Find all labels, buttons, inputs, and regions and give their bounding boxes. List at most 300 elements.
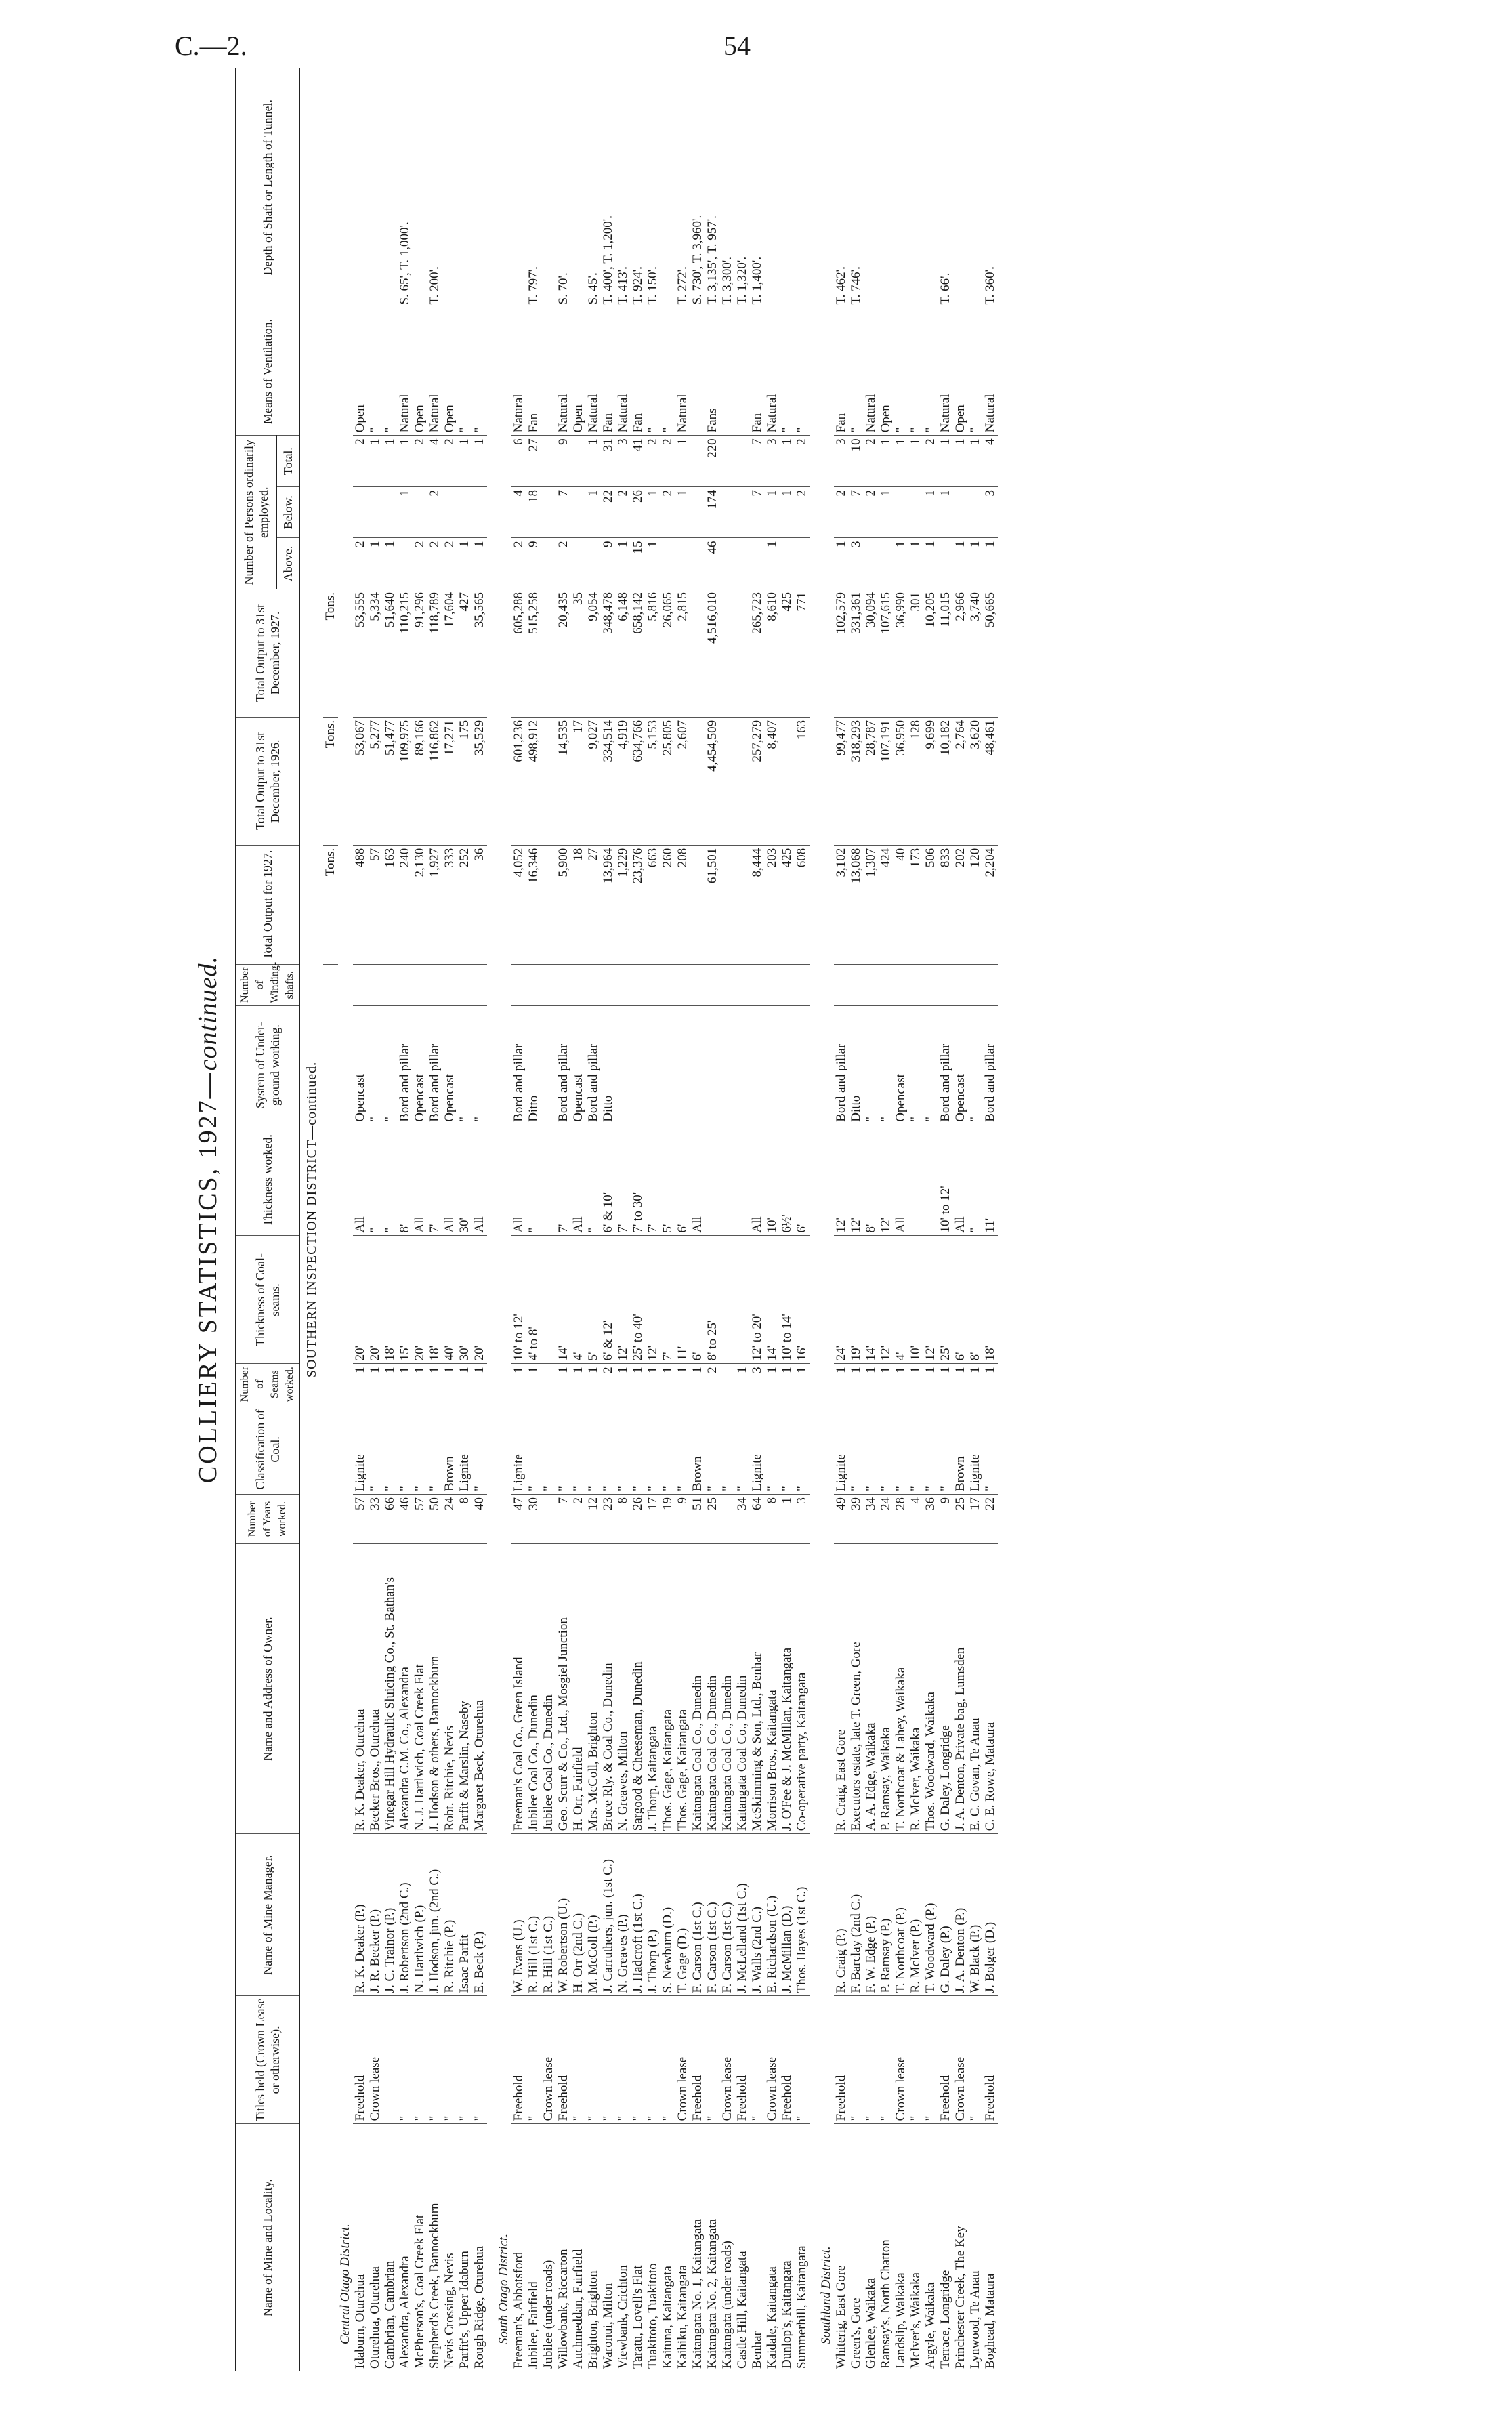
table-cell: T. Gage (D.) [675, 1834, 690, 1996]
table-cell [541, 308, 556, 436]
table-cell: 27 [526, 436, 541, 487]
table-cell: J. R. Becker (P.) [368, 1834, 383, 1996]
table-cell: " [765, 1405, 780, 1494]
table-cell [631, 965, 646, 1005]
unit-tons: Tons. [323, 845, 338, 964]
table-cell: 1 [765, 1364, 780, 1405]
table-cell: " [908, 1996, 923, 2124]
table-cell: 40 [894, 845, 908, 964]
table-cell: Willowbank, Riccarton [556, 2249, 570, 2369]
table-cell: " [571, 1405, 586, 1494]
table-cell [690, 308, 705, 436]
table-cell: " [864, 1996, 879, 2124]
district-row [497, 68, 511, 2371]
table-cell: " [780, 308, 795, 436]
table-cell: 9 [938, 1495, 953, 1544]
table-cell [541, 717, 556, 845]
table-cell [511, 68, 526, 308]
table-cell: 1,229 [616, 845, 631, 964]
table-cell: 23,376 [631, 845, 646, 964]
table-row [879, 68, 894, 2371]
table-cell: Becker Bros., Oturehua [368, 1544, 383, 1834]
table-cell: R. Hill (1st C.) [526, 1834, 541, 1996]
table-cell: Landslip, Waikaka [894, 2272, 908, 2369]
table-cell: S. 45'. [586, 68, 601, 308]
table-cell [353, 965, 368, 1005]
table-cell: 6' & 10' [601, 1125, 616, 1236]
table-cell: 28 [894, 1495, 908, 1544]
col-system: System of Under-ground working. [236, 1005, 299, 1125]
table-cell: Freehold [983, 1996, 998, 2124]
table-cell: Jubilee, Fairfield [526, 2281, 541, 2369]
table-cell: Opencast [442, 1005, 457, 1125]
table-cell [780, 717, 795, 845]
table-cell: Lignite [750, 1405, 765, 1494]
table-cell: " [968, 308, 983, 436]
table-cell: " [968, 1996, 983, 2124]
table-cell [646, 1005, 660, 1125]
table-cell [720, 308, 735, 436]
table-cell [720, 1236, 735, 1364]
table-cell: " [795, 1405, 810, 1494]
table-cell: 1 [780, 486, 795, 538]
table-cell [571, 965, 586, 1005]
table-cell [780, 1005, 795, 1125]
table-cell: " [368, 308, 383, 436]
page-number: 54 [723, 30, 751, 61]
table-cell: M. McColl (P.) [586, 1834, 601, 1996]
table-cell [541, 1236, 556, 1364]
table-cell: Lignite [834, 1405, 849, 1494]
table-cell: 2 [353, 538, 368, 589]
table-cell: A. A. Edge, Waikaka [864, 1544, 879, 1834]
col-classification: Classification of Coal. [236, 1405, 299, 1494]
table-cell [735, 589, 750, 718]
table-cell: Margaret Beck, Oturehua [472, 1544, 487, 1834]
table-cell: Fan [526, 308, 541, 436]
table-cell: 6 [511, 436, 526, 487]
table-cell: 7' to 30' [631, 1125, 646, 1236]
table-cell: 202 [953, 845, 968, 964]
table-cell: 99,477 [834, 717, 849, 845]
table-cell [765, 965, 780, 1005]
table-cell: All [571, 1125, 586, 1236]
table-cell: " [849, 1405, 864, 1494]
table-cell: 1 [894, 538, 908, 589]
table-cell: Ditto [849, 1005, 864, 1125]
table-cell: 1 [383, 436, 398, 487]
table-cell: " [616, 1405, 631, 1494]
table-cell: 15' [398, 1236, 413, 1364]
table-cell: Taratu, Lovell's Flat [631, 2265, 645, 2369]
table-row [938, 68, 953, 2371]
table-cell: Kaitangata No. 2, Kaitangata [705, 2218, 719, 2369]
table-cell: 18' [383, 1236, 398, 1364]
table-cell: 2 [427, 486, 442, 538]
table-cell: " [526, 1996, 541, 2124]
table-cell: 498,912 [526, 717, 541, 845]
table-cell [690, 717, 705, 845]
table-cell: 1 [616, 538, 631, 589]
table-cell: All [511, 1125, 526, 1236]
table-row [720, 68, 735, 2371]
table-cell: 5,816 [646, 589, 660, 718]
table-cell: 2 [601, 1364, 616, 1405]
table-cell: 12' [834, 1125, 849, 1236]
table-cell: 17 [646, 1495, 660, 1544]
table-cell: Lignite [353, 1405, 368, 1494]
table-cell: " [526, 1405, 541, 1494]
table-cell: All [750, 1125, 765, 1236]
table-cell: Kaitangata Coal Co., Dunedin [690, 1544, 705, 1834]
table-cell: T. 400', T. 1,200'. [601, 68, 616, 308]
table-cell: 8' [398, 1125, 413, 1236]
table-cell: 3 [834, 436, 849, 487]
table-cell: R. McIver, Waikaka [908, 1544, 923, 1834]
table-cell: T. 150'. [646, 68, 660, 308]
table-cell: 1 [953, 436, 968, 487]
table-cell: All [690, 1125, 705, 1236]
table-cell: 12' [879, 1125, 894, 1236]
table-cell: 10,205 [923, 589, 938, 718]
table-cell: E. Beck (P.) [472, 1834, 487, 1996]
table-cell: Opencast [413, 1005, 427, 1125]
table-cell: W. Robertson (U.) [556, 1834, 571, 1996]
table-cell: W. Black (P.) [968, 1834, 983, 1996]
table-cell: 348,478 [601, 589, 616, 718]
table-cell [690, 538, 705, 589]
table-cell: 5,900 [556, 845, 571, 964]
table-cell: 34 [864, 1495, 879, 1544]
table-cell: 2 [413, 538, 427, 589]
table-cell: Thos. Gage, Kaitangata [675, 1544, 690, 1834]
table-cell [398, 538, 413, 589]
table-cell: 3 [795, 1495, 810, 1544]
table-cell [735, 1125, 750, 1236]
spacer-row [998, 68, 1007, 2371]
table-cell: Kaidale, Kaitangata [765, 2266, 779, 2369]
table-cell: Bord and pillar [556, 1005, 571, 1125]
table-cell [735, 965, 750, 1005]
table-cell: " [398, 1405, 413, 1494]
table-cell: Sargood & Cheeseman, Dunedin [631, 1544, 646, 1834]
table-cell [660, 1005, 675, 1125]
table-cell: 4 [427, 436, 442, 487]
table-cell [795, 965, 810, 1005]
table-cell: Freehold [834, 1996, 849, 2124]
table-cell: " [720, 1405, 735, 1494]
table-cell [472, 965, 487, 1005]
table-cell: 2 [660, 436, 675, 487]
table-cell: 20' [413, 1236, 427, 1364]
table-cell: T. 66'. [938, 68, 953, 308]
table-cell: Isaac Parfit [457, 1834, 472, 1996]
table-cell: All [353, 1125, 368, 1236]
table-cell [780, 538, 795, 589]
table-cell: 3 [765, 436, 780, 487]
table-cell: 2 [353, 436, 368, 487]
table-cell: 7' [556, 1125, 571, 1236]
table-cell [511, 965, 526, 1005]
unit-tons: Tons. [323, 589, 338, 718]
table-cell: 33 [368, 1495, 383, 1544]
table-cell: 6' [953, 1236, 968, 1364]
table-cell: All [953, 1125, 968, 1236]
table-cell: H. Orr, Fairfield [571, 1544, 586, 1834]
table-cell: 1 [923, 486, 938, 538]
table-cell: T. Woodward (P.) [923, 1834, 938, 1996]
table-cell: " [879, 1005, 894, 1125]
table-cell [541, 1125, 556, 1236]
table-cell [442, 68, 457, 308]
table-cell: " [472, 1405, 487, 1494]
table-cell: 1 [368, 436, 383, 487]
table-cell: 1 [923, 538, 938, 589]
table-cell [541, 845, 556, 964]
table-cell [705, 965, 720, 1005]
table-cell: 2,204 [983, 845, 998, 964]
table-cell: 128 [908, 717, 923, 845]
table-cell: 3,740 [968, 589, 983, 718]
table-cell: Lignite [511, 1405, 526, 1494]
table-cell: S. 70'. [556, 68, 571, 308]
table-cell: 13,068 [849, 845, 864, 964]
table-cell [383, 1996, 398, 2124]
table-cell [571, 538, 586, 589]
table-cell: 57 [353, 1495, 368, 1544]
table-cell: 1 [780, 436, 795, 487]
table-cell: " [646, 1996, 660, 2124]
table-cell: Crown lease [368, 1996, 383, 2124]
table-cell: Natural [765, 308, 780, 436]
table-cell: 240 [398, 845, 413, 964]
table-cell: 2 [511, 538, 526, 589]
table-cell: 89,166 [413, 717, 427, 845]
table-cell [720, 1495, 735, 1544]
table-cell: 208 [675, 845, 690, 964]
table-cell: 333 [442, 845, 457, 964]
table-cell [368, 486, 383, 538]
table-cell: 4,516,010 [705, 589, 720, 718]
table-cell: Crown lease [675, 1996, 690, 2124]
col-output-total: Total Output to 31st December, 1927. [236, 589, 299, 718]
table-cell: J. Robertson (2nd C.) [398, 1834, 413, 1996]
table-cell: 8' to 25' [705, 1236, 720, 1364]
table-cell [894, 486, 908, 538]
table-cell: 1,307 [864, 845, 879, 964]
table-cell: J. Thorp, Kaitangata [646, 1544, 660, 1834]
table-cell: Cambrian, Cambrian [383, 2260, 397, 2369]
table-cell: 57 [368, 845, 383, 964]
table-cell [413, 486, 427, 538]
table-cell: Natural [427, 308, 442, 436]
table-cell: 1 [675, 486, 690, 538]
table-cell [383, 486, 398, 538]
table-cell: 1 [983, 538, 998, 589]
table-cell: Natural [511, 308, 526, 436]
table-cell: 1 [879, 1364, 894, 1405]
table-cell: Fan [750, 308, 765, 436]
table-cell [720, 1005, 735, 1125]
table-cell [368, 68, 383, 308]
table-cell: 2,966 [953, 589, 968, 718]
table-cell [908, 1125, 923, 1236]
table-cell: 1 [879, 436, 894, 487]
table-cell: Bord and pillar [586, 1005, 601, 1125]
table-cell [780, 68, 795, 308]
table-row [368, 68, 383, 2371]
table-cell: J. Hadcroft (1st C.) [631, 1834, 646, 1996]
spacer-row [487, 68, 497, 2371]
table-cell: 47 [511, 1495, 526, 1544]
table-cell: " [556, 1405, 571, 1494]
table-cell: Brown [690, 1405, 705, 1494]
table-cell: G. Daley, Longridge [938, 1544, 953, 1834]
table-cell: Mrs. McColl, Brighton [586, 1544, 601, 1834]
table-cell [923, 965, 938, 1005]
table-cell [720, 717, 735, 845]
table-cell [541, 589, 556, 718]
table-cell: 66 [383, 1495, 398, 1544]
table-cell: E. C. Govan, Te Anau [968, 1544, 983, 1834]
table-cell [631, 1005, 646, 1125]
table-cell: " [472, 308, 487, 436]
table-cell: McPherson's, Coal Creek Flat [413, 2214, 427, 2369]
table-cell: " [705, 1405, 720, 1494]
table-cell: 2,607 [675, 717, 690, 845]
table-cell: 10' [908, 1236, 923, 1364]
table-cell: 3,620 [968, 717, 983, 845]
table-cell: Fans [705, 308, 720, 436]
table-cell: 1 [368, 538, 383, 589]
table-cell: 1 [586, 486, 601, 538]
table-row [556, 68, 571, 2371]
table-cell: 1 [780, 1364, 795, 1405]
colliery-statistics-table [235, 68, 1007, 2371]
table-cell: 19' [849, 1236, 864, 1364]
table-cell: 174 [705, 486, 720, 538]
table-cell: 9 [526, 538, 541, 589]
table-cell: " [541, 1405, 556, 1494]
table-cell: Lignite [457, 1405, 472, 1494]
table-cell: 1 [938, 486, 953, 538]
table-cell: 53,067 [353, 717, 368, 845]
table-cell: 3 [983, 486, 998, 538]
table-cell: Natural [983, 308, 998, 436]
table-cell: 9 [601, 538, 616, 589]
table-cell: 16,346 [526, 845, 541, 964]
table-cell [864, 538, 879, 589]
table-cell [586, 538, 601, 589]
table-cell: T. 924'. [631, 68, 646, 308]
table-cell: 3 [849, 538, 864, 589]
table-cell: 4' [894, 1236, 908, 1364]
table-cell: Bord and pillar [398, 1005, 413, 1125]
table-cell [864, 965, 879, 1005]
table-cell: Bord and pillar [511, 1005, 526, 1125]
table-cell: 265,723 [750, 589, 765, 718]
col-thickness-worked: Thickness worked. [236, 1125, 299, 1236]
district-name: South Otago District. [497, 2233, 511, 2344]
table-cell: Kaitangata Coal Co., Dunedin [720, 1544, 735, 1834]
table-cell [735, 1236, 750, 1364]
table-cell: " [923, 308, 938, 436]
table-cell: 10' [765, 1125, 780, 1236]
table-cell: 12' to 20' [750, 1236, 765, 1364]
table-cell [834, 965, 849, 1005]
table-cell: 110,215 [398, 589, 413, 718]
table-cell: 203 [765, 845, 780, 964]
table-cell: 49 [834, 1495, 849, 1544]
table-cell: 4 [908, 1495, 923, 1544]
table-cell: Natural [675, 308, 690, 436]
table-cell: 27 [586, 845, 601, 964]
table-cell [735, 1005, 750, 1125]
table-cell: " [879, 1405, 894, 1494]
table-cell: 35,529 [472, 717, 487, 845]
table-cell: Thos. Gage, Kaitangata [660, 1544, 675, 1834]
table-cell: 1 [398, 486, 413, 538]
table-cell: 163 [795, 717, 810, 845]
table-cell: 25 [953, 1495, 968, 1544]
table-cell: 1 [526, 1364, 541, 1405]
table-cell: Lignite [968, 1405, 983, 1494]
table-cell: 57 [413, 1495, 427, 1544]
table-cell: 12' [616, 1236, 631, 1364]
table-cell: " [864, 1005, 879, 1125]
table-cell [646, 965, 660, 1005]
table-cell: 8,444 [750, 845, 765, 964]
table-cell: 1 [646, 1364, 660, 1405]
table-cell: T. 462'. [834, 68, 849, 308]
table-cell: 5,277 [368, 717, 383, 845]
table-cell: Executors estate, late T. Green, Gore [849, 1544, 864, 1834]
district-row [338, 68, 353, 2371]
table-cell: 40' [442, 1236, 457, 1364]
table-cell: 6,148 [616, 589, 631, 718]
table-cell [720, 965, 735, 1005]
table-cell: Benhar [750, 2331, 764, 2369]
table-row [983, 68, 998, 2371]
table-cell: 318,293 [849, 717, 864, 845]
table-cell: Open [571, 308, 586, 436]
table-cell: 12 [586, 1495, 601, 1544]
section-title: SOUTHERN INSPECTION DISTRICT—continued. [304, 1061, 319, 1378]
table-cell: Castle Hill, Kaitangata [735, 2251, 749, 2369]
table-cell [735, 717, 750, 845]
table-row [383, 68, 398, 2371]
table-cell: R. Craig (P.) [834, 1834, 849, 1996]
col-owner: Name and Address of Owner. [236, 1544, 299, 1834]
table-cell [457, 68, 472, 308]
table-cell: Princhester Creek, The Key [953, 2226, 967, 2369]
table-header [236, 68, 299, 2371]
table-row [571, 68, 586, 2371]
col-name: Name of Mine and Locality. [236, 2124, 299, 2371]
table-cell [735, 436, 750, 487]
table-row [953, 68, 968, 2371]
table-cell: Thos. Woodward, Waikaka [923, 1544, 938, 1834]
document-code: C.—2. [175, 30, 247, 61]
table-cell [720, 1364, 735, 1405]
table-cell: 506 [923, 845, 938, 964]
table-cell: J. Hodson & others, Bannockburn [427, 1544, 442, 1834]
table-cell [795, 538, 810, 589]
table-cell: Whiterig, East Gore [834, 2265, 848, 2369]
table-cell: 41 [631, 436, 646, 487]
table-cell: S. Newburn (D.) [660, 1834, 675, 1996]
table-cell: 5,153 [646, 717, 660, 845]
